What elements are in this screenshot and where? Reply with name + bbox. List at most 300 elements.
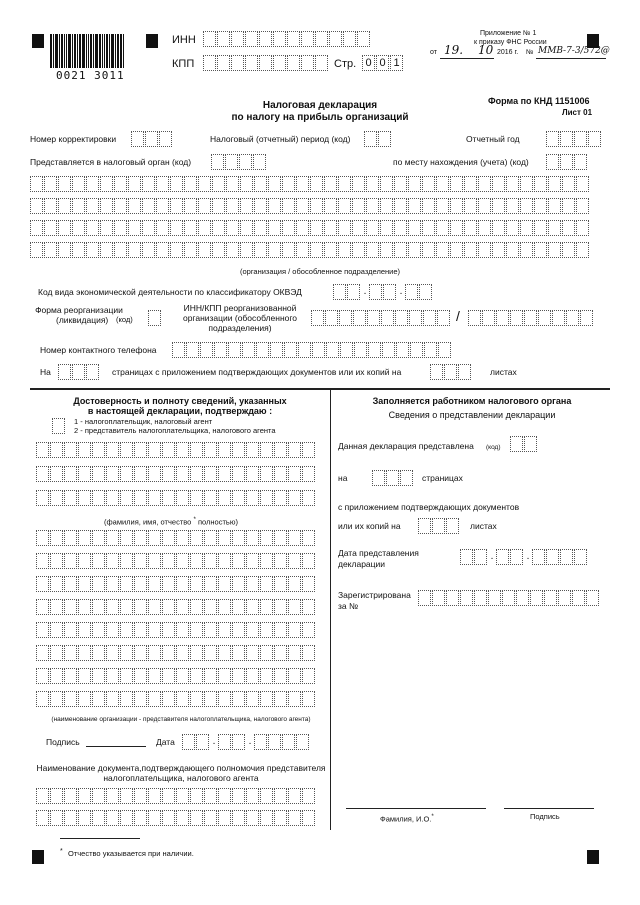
representative-org-grid[interactable] xyxy=(36,530,316,714)
grid-cell[interactable] xyxy=(260,645,273,661)
grid-cell[interactable] xyxy=(72,198,85,214)
grid-cell[interactable] xyxy=(148,622,161,638)
grid-cell[interactable] xyxy=(232,691,245,707)
grid-cell[interactable] xyxy=(50,442,63,458)
grid-cell[interactable] xyxy=(106,530,119,546)
grid-cell[interactable] xyxy=(100,198,113,214)
grid-cell[interactable] xyxy=(260,668,273,684)
grid-cell[interactable] xyxy=(310,176,323,192)
grid-cell[interactable] xyxy=(260,530,273,546)
grid-cell[interactable] xyxy=(302,788,315,804)
grid-cell[interactable] xyxy=(246,691,259,707)
grid-cell[interactable] xyxy=(366,220,379,236)
grid-cell[interactable] xyxy=(176,788,189,804)
grid-cell[interactable] xyxy=(198,242,211,258)
grid-cell[interactable] xyxy=(156,198,169,214)
right-sheets-cells[interactable] xyxy=(418,518,460,534)
grid-cell[interactable] xyxy=(44,198,57,214)
grid-cell[interactable] xyxy=(232,788,245,804)
grid-cell[interactable] xyxy=(422,198,435,214)
grid-cell[interactable] xyxy=(78,668,91,684)
grid-cell[interactable] xyxy=(246,442,259,458)
phone-cells[interactable] xyxy=(172,342,452,358)
grid-cell[interactable] xyxy=(190,645,203,661)
grid-cell[interactable] xyxy=(288,622,301,638)
grid-cell[interactable] xyxy=(338,242,351,258)
grid-cell[interactable] xyxy=(120,691,133,707)
grid-cell[interactable] xyxy=(50,466,63,482)
grid-cell[interactable] xyxy=(450,198,463,214)
date-cells-left[interactable]: . . xyxy=(182,734,310,750)
grid-cell[interactable] xyxy=(576,242,589,258)
grid-cell[interactable] xyxy=(162,622,175,638)
grid-cell[interactable] xyxy=(380,220,393,236)
grid-cell[interactable] xyxy=(380,176,393,192)
grid-cell[interactable] xyxy=(148,490,161,506)
grid-cell[interactable] xyxy=(464,220,477,236)
signer-type-cell[interactable] xyxy=(52,418,66,434)
grid-cell[interactable] xyxy=(148,466,161,482)
authority-document-grid[interactable] xyxy=(36,788,316,832)
grid-cell[interactable] xyxy=(204,622,217,638)
grid-cell[interactable] xyxy=(176,442,189,458)
grid-cell[interactable] xyxy=(86,198,99,214)
grid-cell[interactable] xyxy=(50,668,63,684)
grid-cell[interactable] xyxy=(366,242,379,258)
grid-cell[interactable] xyxy=(302,530,315,546)
grid-cell[interactable] xyxy=(134,576,147,592)
grid-cell[interactable] xyxy=(120,466,133,482)
grid-cell[interactable] xyxy=(576,198,589,214)
grid-cell[interactable] xyxy=(548,176,561,192)
grid-cell[interactable] xyxy=(36,810,49,826)
grid-cell[interactable] xyxy=(218,599,231,615)
grid-cell[interactable] xyxy=(64,576,77,592)
grid-cell[interactable] xyxy=(338,176,351,192)
grid-cell[interactable] xyxy=(260,622,273,638)
grid-cell[interactable] xyxy=(302,691,315,707)
grid-cell[interactable] xyxy=(246,622,259,638)
grid-cell[interactable] xyxy=(274,599,287,615)
grid-cell[interactable] xyxy=(72,220,85,236)
grid-cell[interactable] xyxy=(218,490,231,506)
grid-cell[interactable] xyxy=(246,810,259,826)
grid-cell[interactable] xyxy=(218,466,231,482)
grid-cell[interactable] xyxy=(302,442,315,458)
grid-cell[interactable] xyxy=(128,176,141,192)
grid-cell[interactable] xyxy=(296,220,309,236)
grid-cell[interactable] xyxy=(92,553,105,569)
grid-cell[interactable] xyxy=(50,553,63,569)
grid-cell[interactable] xyxy=(176,599,189,615)
grid-cell[interactable] xyxy=(296,198,309,214)
grid-cell[interactable] xyxy=(302,810,315,826)
grid-cell[interactable] xyxy=(156,242,169,258)
grid-cell[interactable] xyxy=(352,176,365,192)
grid-cell[interactable] xyxy=(134,442,147,458)
grid-cell[interactable] xyxy=(218,442,231,458)
grid-cell[interactable] xyxy=(218,810,231,826)
grid-cell[interactable] xyxy=(134,668,147,684)
grid-cell[interactable] xyxy=(78,553,91,569)
grid-cell[interactable] xyxy=(36,599,49,615)
grid-cell[interactable] xyxy=(212,198,225,214)
grid-cell[interactable] xyxy=(380,242,393,258)
grid-cell[interactable] xyxy=(198,198,211,214)
grid-cell[interactable] xyxy=(36,645,49,661)
grid-cell[interactable] xyxy=(148,788,161,804)
grid-cell[interactable] xyxy=(72,242,85,258)
grid-cell[interactable] xyxy=(232,645,245,661)
grid-cell[interactable] xyxy=(120,599,133,615)
grid-cell[interactable] xyxy=(162,442,175,458)
grid-cell[interactable] xyxy=(232,466,245,482)
grid-cell[interactable] xyxy=(450,176,463,192)
grid-cell[interactable] xyxy=(36,466,49,482)
grid-cell[interactable] xyxy=(176,810,189,826)
grid-cell[interactable] xyxy=(246,490,259,506)
grid-cell[interactable] xyxy=(190,599,203,615)
grid-cell[interactable] xyxy=(506,176,519,192)
grid-cell[interactable] xyxy=(30,220,43,236)
grid-cell[interactable] xyxy=(492,198,505,214)
grid-cell[interactable] xyxy=(148,645,161,661)
date-presented-cells[interactable]: . . xyxy=(460,549,588,565)
grid-cell[interactable] xyxy=(64,645,77,661)
grid-cell[interactable] xyxy=(260,599,273,615)
grid-cell[interactable] xyxy=(302,645,315,661)
grid-cell[interactable] xyxy=(86,242,99,258)
grid-cell[interactable] xyxy=(506,198,519,214)
grid-cell[interactable] xyxy=(232,530,245,546)
grid-cell[interactable] xyxy=(162,788,175,804)
grid-cell[interactable] xyxy=(422,176,435,192)
grid-cell[interactable] xyxy=(240,220,253,236)
correction-number-cells[interactable] xyxy=(131,131,173,147)
organization-name-grid[interactable] xyxy=(30,176,590,264)
grid-cell[interactable] xyxy=(254,176,267,192)
grid-cell[interactable] xyxy=(176,553,189,569)
grid-cell[interactable] xyxy=(548,198,561,214)
reorg-form-cell[interactable] xyxy=(148,310,162,326)
grid-cell[interactable] xyxy=(302,466,315,482)
grid-cell[interactable] xyxy=(58,176,71,192)
grid-cell[interactable] xyxy=(302,490,315,506)
grid-cell[interactable] xyxy=(64,442,77,458)
grid-cell[interactable] xyxy=(212,220,225,236)
submitted-to-cells[interactable] xyxy=(211,154,267,170)
grid-cell[interactable] xyxy=(36,691,49,707)
grid-cell[interactable] xyxy=(106,788,119,804)
grid-cell[interactable] xyxy=(100,176,113,192)
grid-cell[interactable] xyxy=(162,466,175,482)
grid-cell[interactable] xyxy=(190,810,203,826)
grid-cell[interactable] xyxy=(44,242,57,258)
location-cells[interactable] xyxy=(546,154,588,170)
grid-cell[interactable] xyxy=(282,176,295,192)
grid-cell[interactable] xyxy=(288,576,301,592)
grid-cell[interactable] xyxy=(162,810,175,826)
grid-cell[interactable] xyxy=(106,622,119,638)
grid-cell[interactable] xyxy=(576,176,589,192)
tax-period-cells[interactable] xyxy=(364,131,392,147)
grid-cell[interactable] xyxy=(78,442,91,458)
grid-cell[interactable] xyxy=(274,810,287,826)
grid-cell[interactable] xyxy=(156,176,169,192)
grid-cell[interactable] xyxy=(190,466,203,482)
grid-cell[interactable] xyxy=(204,645,217,661)
grid-cell[interactable] xyxy=(162,553,175,569)
grid-cell[interactable] xyxy=(120,788,133,804)
grid-cell[interactable] xyxy=(302,668,315,684)
grid-cell[interactable] xyxy=(148,553,161,569)
grid-cell[interactable] xyxy=(148,576,161,592)
grid-cell[interactable] xyxy=(30,176,43,192)
grid-cell[interactable] xyxy=(534,220,547,236)
grid-cell[interactable] xyxy=(44,176,57,192)
grid-cell[interactable] xyxy=(246,645,259,661)
grid-cell[interactable] xyxy=(246,668,259,684)
grid-cell[interactable] xyxy=(142,220,155,236)
grid-cell[interactable] xyxy=(394,176,407,192)
grid-cell[interactable] xyxy=(232,553,245,569)
grid-cell[interactable] xyxy=(394,220,407,236)
pages-count-cells[interactable] xyxy=(58,364,100,380)
grid-cell[interactable] xyxy=(114,198,127,214)
grid-cell[interactable] xyxy=(100,242,113,258)
grid-cell[interactable] xyxy=(58,220,71,236)
grid-cell[interactable] xyxy=(78,490,91,506)
grid-cell[interactable] xyxy=(562,220,575,236)
grid-cell[interactable] xyxy=(212,242,225,258)
grid-cell[interactable] xyxy=(176,490,189,506)
grid-cell[interactable] xyxy=(106,490,119,506)
grid-cell[interactable] xyxy=(338,220,351,236)
grid-cell[interactable] xyxy=(394,198,407,214)
grid-cell[interactable] xyxy=(204,490,217,506)
grid-cell[interactable] xyxy=(310,220,323,236)
grid-cell[interactable] xyxy=(120,645,133,661)
grid-cell[interactable] xyxy=(78,645,91,661)
grid-cell[interactable] xyxy=(128,220,141,236)
grid-cell[interactable] xyxy=(50,530,63,546)
grid-cell[interactable] xyxy=(50,490,63,506)
grid-cell[interactable] xyxy=(92,490,105,506)
grid-cell[interactable] xyxy=(86,176,99,192)
grid-cell[interactable] xyxy=(212,176,225,192)
grid-cell[interactable] xyxy=(184,242,197,258)
grid-cell[interactable] xyxy=(576,220,589,236)
grid-cell[interactable] xyxy=(162,645,175,661)
grid-cell[interactable] xyxy=(260,576,273,592)
grid-cell[interactable] xyxy=(114,176,127,192)
inn-cells[interactable] xyxy=(203,31,371,47)
grid-cell[interactable] xyxy=(520,220,533,236)
grid-cell[interactable] xyxy=(274,530,287,546)
grid-cell[interactable] xyxy=(92,466,105,482)
grid-cell[interactable] xyxy=(288,810,301,826)
reorg-inn-cells[interactable] xyxy=(311,310,451,326)
grid-cell[interactable] xyxy=(246,530,259,546)
grid-cell[interactable] xyxy=(260,442,273,458)
grid-cell[interactable] xyxy=(478,198,491,214)
grid-cell[interactable] xyxy=(226,220,239,236)
grid-cell[interactable] xyxy=(260,466,273,482)
grid-cell[interactable] xyxy=(534,198,547,214)
grid-cell[interactable] xyxy=(92,810,105,826)
grid-cell[interactable] xyxy=(92,576,105,592)
grid-cell[interactable] xyxy=(198,176,211,192)
grid-cell[interactable] xyxy=(64,788,77,804)
grid-cell[interactable] xyxy=(120,668,133,684)
grid-cell[interactable] xyxy=(218,788,231,804)
grid-cell[interactable] xyxy=(548,242,561,258)
grid-cell[interactable] xyxy=(184,220,197,236)
grid-cell[interactable] xyxy=(204,788,217,804)
grid-cell[interactable] xyxy=(64,530,77,546)
grid-cell[interactable] xyxy=(142,242,155,258)
grid-cell[interactable] xyxy=(134,645,147,661)
grid-cell[interactable] xyxy=(64,810,77,826)
grid-cell[interactable] xyxy=(324,198,337,214)
grid-cell[interactable] xyxy=(162,490,175,506)
grid-cell[interactable] xyxy=(78,599,91,615)
grid-cell[interactable] xyxy=(268,176,281,192)
grid-cell[interactable] xyxy=(394,242,407,258)
grid-cell[interactable] xyxy=(282,220,295,236)
grid-cell[interactable] xyxy=(274,576,287,592)
grid-cell[interactable] xyxy=(92,788,105,804)
grid-cell[interactable] xyxy=(450,220,463,236)
grid-cell[interactable] xyxy=(50,788,63,804)
grid-cell[interactable] xyxy=(50,691,63,707)
grid-cell[interactable] xyxy=(106,691,119,707)
grid-cell[interactable] xyxy=(204,530,217,546)
grid-cell[interactable] xyxy=(562,176,575,192)
grid-cell[interactable] xyxy=(204,466,217,482)
grid-cell[interactable] xyxy=(134,691,147,707)
grid-cell[interactable] xyxy=(86,220,99,236)
grid-cell[interactable] xyxy=(464,176,477,192)
grid-cell[interactable] xyxy=(184,176,197,192)
grid-cell[interactable] xyxy=(352,220,365,236)
grid-cell[interactable] xyxy=(408,198,421,214)
grid-cell[interactable] xyxy=(366,198,379,214)
grid-cell[interactable] xyxy=(408,176,421,192)
grid-cell[interactable] xyxy=(260,810,273,826)
grid-cell[interactable] xyxy=(134,788,147,804)
grid-cell[interactable] xyxy=(92,599,105,615)
grid-cell[interactable] xyxy=(296,176,309,192)
grid-cell[interactable] xyxy=(436,242,449,258)
grid-cell[interactable] xyxy=(534,242,547,258)
grid-cell[interactable] xyxy=(464,242,477,258)
grid-cell[interactable] xyxy=(506,220,519,236)
grid-cell[interactable] xyxy=(64,622,77,638)
grid-cell[interactable] xyxy=(170,176,183,192)
signer-fio-grid[interactable] xyxy=(36,442,316,514)
grid-cell[interactable] xyxy=(120,576,133,592)
grid-cell[interactable] xyxy=(232,490,245,506)
grid-cell[interactable] xyxy=(218,645,231,661)
grid-cell[interactable] xyxy=(162,530,175,546)
grid-cell[interactable] xyxy=(260,691,273,707)
grid-cell[interactable] xyxy=(204,599,217,615)
grid-cell[interactable] xyxy=(148,810,161,826)
grid-cell[interactable] xyxy=(36,530,49,546)
grid-cell[interactable] xyxy=(274,490,287,506)
grid-cell[interactable] xyxy=(204,691,217,707)
grid-cell[interactable] xyxy=(240,176,253,192)
grid-cell[interactable] xyxy=(36,490,49,506)
grid-cell[interactable] xyxy=(120,810,133,826)
grid-cell[interactable] xyxy=(218,530,231,546)
grid-cell[interactable] xyxy=(176,668,189,684)
grid-cell[interactable] xyxy=(226,242,239,258)
grid-cell[interactable] xyxy=(44,220,57,236)
grid-cell[interactable] xyxy=(232,576,245,592)
grid-cell[interactable] xyxy=(36,553,49,569)
grid-cell[interactable] xyxy=(506,242,519,258)
grid-cell[interactable] xyxy=(106,442,119,458)
grid-cell[interactable] xyxy=(232,599,245,615)
grid-cell[interactable] xyxy=(534,176,547,192)
grid-cell[interactable] xyxy=(106,466,119,482)
right-pages-cells[interactable] xyxy=(372,470,414,486)
grid-cell[interactable] xyxy=(78,691,91,707)
grid-cell[interactable] xyxy=(288,442,301,458)
grid-cell[interactable] xyxy=(148,668,161,684)
grid-cell[interactable] xyxy=(268,242,281,258)
grid-cell[interactable] xyxy=(520,198,533,214)
grid-cell[interactable] xyxy=(352,242,365,258)
grid-cell[interactable] xyxy=(134,810,147,826)
grid-cell[interactable] xyxy=(92,530,105,546)
grid-cell[interactable] xyxy=(64,599,77,615)
grid-cell[interactable] xyxy=(274,645,287,661)
grid-cell[interactable] xyxy=(288,553,301,569)
grid-cell[interactable] xyxy=(190,553,203,569)
grid-cell[interactable] xyxy=(176,645,189,661)
grid-cell[interactable] xyxy=(128,242,141,258)
grid-cell[interactable] xyxy=(204,442,217,458)
grid-cell[interactable] xyxy=(324,176,337,192)
grid-cell[interactable] xyxy=(134,490,147,506)
grid-cell[interactable] xyxy=(478,220,491,236)
grid-cell[interactable] xyxy=(64,553,77,569)
grid-cell[interactable] xyxy=(148,691,161,707)
grid-cell[interactable] xyxy=(106,668,119,684)
grid-cell[interactable] xyxy=(246,553,259,569)
grid-cell[interactable] xyxy=(120,553,133,569)
grid-cell[interactable] xyxy=(302,576,315,592)
grid-cell[interactable] xyxy=(288,466,301,482)
grid-cell[interactable] xyxy=(50,576,63,592)
grid-cell[interactable] xyxy=(198,220,211,236)
grid-cell[interactable] xyxy=(204,576,217,592)
grid-cell[interactable] xyxy=(58,198,71,214)
grid-cell[interactable] xyxy=(310,242,323,258)
grid-cell[interactable] xyxy=(78,466,91,482)
grid-cell[interactable] xyxy=(492,242,505,258)
grid-cell[interactable] xyxy=(190,442,203,458)
grid-cell[interactable] xyxy=(176,576,189,592)
grid-cell[interactable] xyxy=(148,530,161,546)
grid-cell[interactable] xyxy=(162,599,175,615)
grid-cell[interactable] xyxy=(274,622,287,638)
grid-cell[interactable] xyxy=(162,668,175,684)
grid-cell[interactable] xyxy=(36,622,49,638)
